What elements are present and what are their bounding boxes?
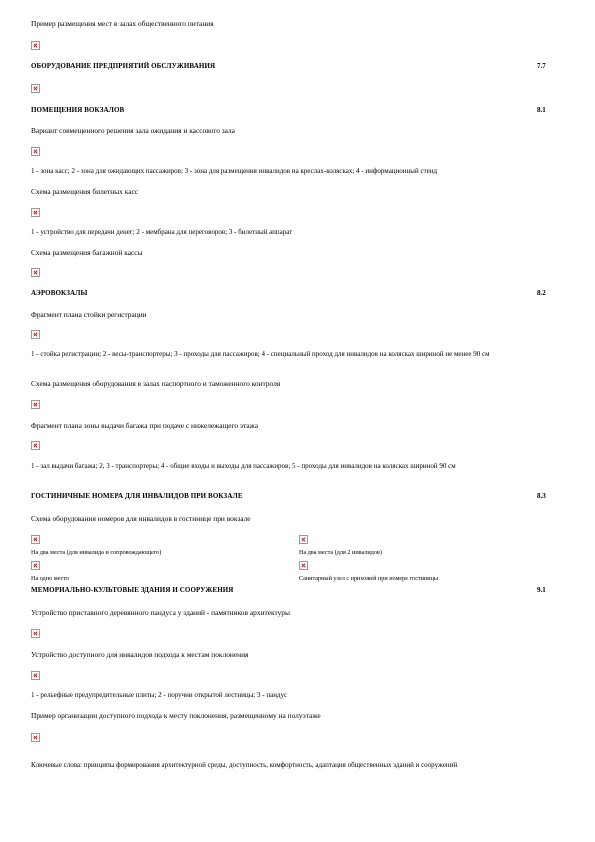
broken-image-icon: [31, 84, 40, 93]
legend-text: 1 - зона касс; 2 - зона для ожидающих пассажиров; 3 - зона для размещения инвалидов на креслах-колясках; 4 - информационный стенд: [31, 167, 438, 175]
section-heading: ОБОРУДОВАНИЕ ПРЕДПРИЯТИЙ ОБСЛУЖИВАНИЯ: [31, 62, 216, 70]
legend-text: 1 - зал выдачи багажа; 2, 3 - транспортеры; 4 - общие входы и выходы для пассажиров; 5 - проходы для инвалидов на колясках шириной 90 см: [31, 462, 456, 470]
sub-caption: На одно место: [31, 575, 70, 582]
section-number: 9.1: [537, 586, 546, 594]
broken-image-icon: [31, 400, 40, 409]
broken-image-icon: [31, 561, 40, 570]
section-heading: ПОМЕЩЕНИЯ ВОКЗАЛОВ: [31, 106, 125, 114]
caption-text: Устройство доступного для инвалидов подхода к местам поклонения: [31, 650, 249, 659]
broken-image-icon: [31, 733, 40, 742]
section-number: 8.1: [537, 106, 546, 114]
broken-image-icon: [31, 330, 40, 339]
caption-text: Схема размещения багажной кассы: [31, 248, 143, 257]
caption-text: Пример размещения мест в залах общественного питания: [31, 19, 214, 28]
broken-image-icon: [299, 561, 308, 570]
caption-text: Вариант совмещенного решения зала ожидания и кассового зала: [31, 126, 235, 135]
section-number: 8.2: [537, 289, 546, 297]
broken-image-icon: [31, 208, 40, 217]
caption-text: Схема размещения оборудования в залах паспортного и таможенного контроля: [31, 379, 281, 388]
section-number: 7.7: [537, 62, 546, 70]
legend-text: 1 - рельефные предупредительные плиты; 2 - поручни открытой лестницы; 3 - пандус: [31, 691, 288, 699]
broken-image-icon: [299, 535, 308, 544]
broken-image-icon: [31, 629, 40, 638]
sub-caption: На два места (для инвалида и сопровождающего): [31, 549, 162, 556]
broken-image-icon: [31, 535, 40, 544]
caption-text: Пример организации доступного подхода к месту поклонения, размещенному на полуэтаже: [31, 711, 321, 720]
legend-text: 1 - устройство для передачи денег; 2 - мембрана для переговоров; 3 - билетный аппарат: [31, 228, 293, 236]
section-number: 8.3: [537, 492, 546, 500]
caption-text: Схема размещения билетных касс: [31, 187, 139, 196]
broken-image-icon: [31, 441, 40, 450]
sub-caption: Санитарный узел с прихожей при номере гостиницы: [299, 575, 439, 582]
section-heading: АЭРОВОКЗАЛЫ: [31, 289, 88, 297]
caption-text: Фрагмент плана зоны выдачи багажа при подаче с нижележащего этажа: [31, 421, 259, 430]
broken-image-icon: [31, 41, 40, 50]
broken-image-icon: [31, 147, 40, 156]
sub-caption: На два места (для 2 инвалидов): [299, 549, 382, 556]
keywords-text: Ключевые слова: принципы формирования архитектурной среды, доступность, комфортность, адаптация общественных зданий и сооружений: [31, 761, 458, 769]
caption-text: Устройство приставного деревянного пандуса у зданий - памятников архитектуры: [31, 608, 290, 617]
legend-text: 1 - стойка регистрации; 2 - весы-транспортеры; 3 - проходы для пассажиров; 4 - специальный проход для инвалидов на колясках шириной не менее 90 см: [31, 350, 490, 358]
section-heading: МЕМОРИАЛЬНО-КУЛЬТОВЫЕ ЗДАНИЯ И СООРУЖЕНИЯ: [31, 586, 234, 594]
caption-text: Фрагмент плана стойки регистрации: [31, 310, 147, 319]
broken-image-icon: [31, 268, 40, 277]
section-heading: ГОСТИНИЧНЫЕ НОМЕРА ДЛЯ ИНВАЛИДОВ ПРИ ВОКЗАЛЕ: [31, 492, 243, 500]
caption-text: Схема оборудования номеров для инвалидов в гостинице при вокзале: [31, 514, 251, 523]
broken-image-icon: [31, 671, 40, 680]
